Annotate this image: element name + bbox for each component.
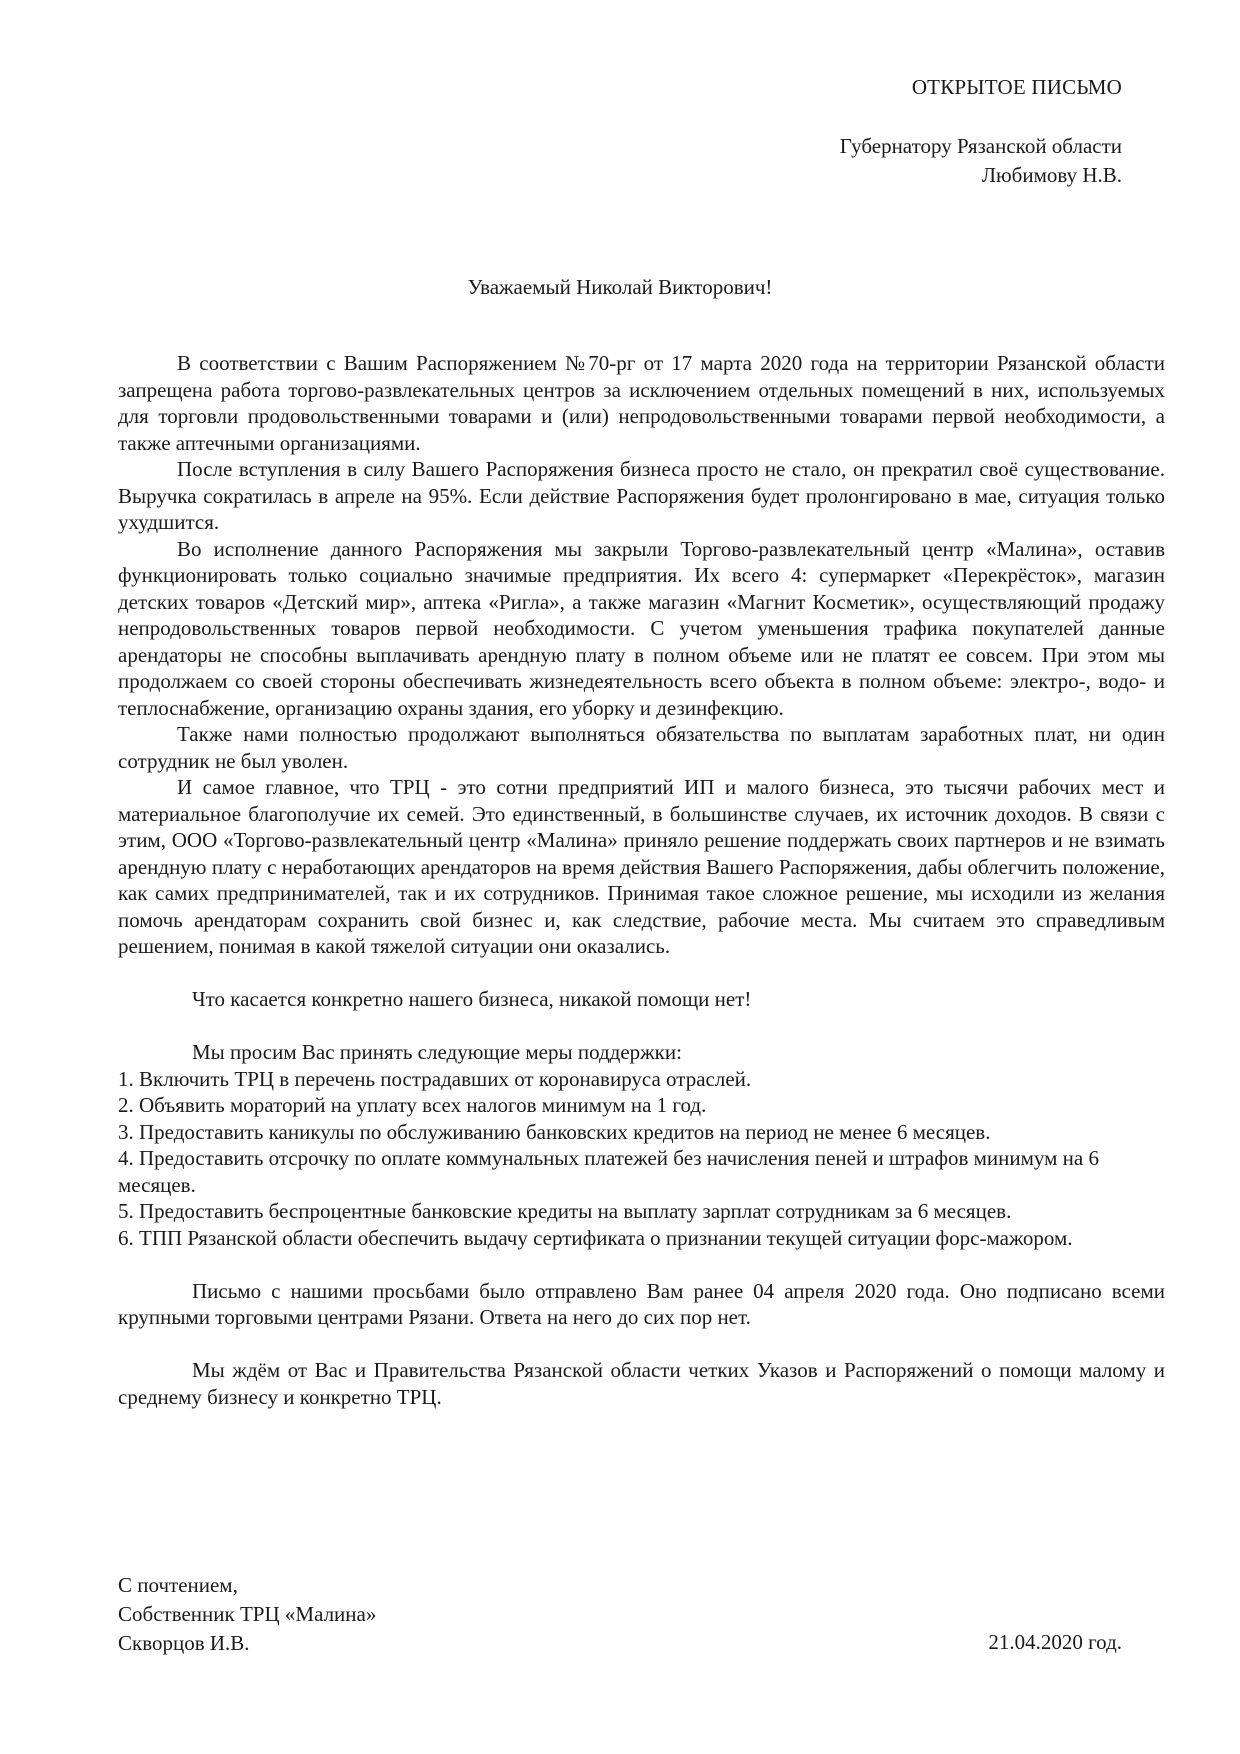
- request-item: 3. Предоставить каникулы по обслуживанию банковских кредитов на период не менее 6 месяцев.: [118, 1119, 991, 1144]
- previous-letter-note: Письмо с нашими просьбами было отправлено Вам ранее 04 апреля 2020 года. Оно подписано всеми крупными торговыми центрами Рязани. Ответа на него до сих пор нет.: [118, 1278, 1165, 1329]
- signature-block: [118, 1571, 376, 1658]
- request-item: 1. Включить ТРЦ в перечень пострадавших от коронавируса отраслей.: [118, 1066, 752, 1091]
- addressee-block: [840, 132, 1122, 190]
- request-item: 5. Предоставить беспроцентные банковские кредиты на выплату зарплат сотрудникам за 6 месяцев.: [118, 1199, 1012, 1223]
- spacer: [118, 1013, 1165, 1040]
- greeting: Уважаемый Николай Викторович!: [467, 275, 773, 299]
- request-intro: Мы просим Вас принять следующие меры поддержки:: [192, 1040, 682, 1064]
- spacer: [118, 1331, 1165, 1358]
- body-paragraph: После вступления в силу Вашего Распоряжения бизнеса просто не стало, он прекратил своё существование. Выручка сократилась в апреле на 95%. Если действие Распоряжения будет пролонгировано в мае, ситуация только ухудшится.: [118, 457, 1165, 534]
- request-item: 2. Объявить мораторий на уплату всех налогов минимум на 1 год.: [118, 1093, 707, 1117]
- letter-title: ОТКРЫТОЕ ПИСЬМО: [911, 75, 1122, 99]
- addressee-position: Губернатору Рязанской области: [839, 134, 1122, 158]
- request-list: [118, 1066, 1165, 1252]
- body-paragraph: И самое главное, что ТРЦ - это сотни предприятий ИП и малого бизнеса, это тысячи рабочих мест и материальное благополучие их семей. Это единственный, в большинстве случаев, их источник доходов. В связи с этим, ООО «Торгово-развлекательный центр «Малина» приняло решение поддержать своих партнеров и не взимать арендную плату с неработающих арендаторов на время действия Вашего Распоряжения, дабы облегчить положение, как самих предпринимателей, так и их сотрудников. Принимая такое сложное решение, мы исходили из желания помочь арендаторам сохранить свой бизнес и, как следствие, рабочие места. Мы считаем это справедливым решением, понимая в какой тяжелой ситуации они оказались.: [118, 775, 1165, 958]
- request-item: 6. ТПП Рязанской области обеспечить выдачу сертификата о признании текущей ситуации форс-мажором.: [118, 1225, 1073, 1250]
- spacer: [118, 1251, 1165, 1278]
- signature-name: Скворцов И.В.: [118, 1631, 250, 1655]
- closing-request: Мы ждём от Вас и Правительства Рязанской области четких Указов и Распоряжений о помощи малому и среднему бизнесу и конкретно ТРЦ.: [118, 1358, 1165, 1409]
- addressee-name: Любимову Н.В.: [981, 163, 1122, 187]
- letter-body: [118, 350, 1165, 1410]
- body-paragraph: Также нами полностью продолжают выполняться обязательства по выплатам заработных плат, ни один сотрудник не был уволен.: [118, 722, 1165, 773]
- signature-role: Собственник ТРЦ «Малина»: [118, 1602, 377, 1626]
- letter-date: 21.04.2020 год.: [988, 1630, 1122, 1654]
- request-item: 4. Предоставить отсрочку по оплате коммунальных платежей без начисления пеней и штрафов минимум на 6 месяцев.: [118, 1146, 1099, 1197]
- signature-salutation: С почтением,: [118, 1573, 238, 1597]
- body-paragraph: Во исполнение данного Распоряжения мы закрыли Торгово-развлекательный центр «Малина», оставив функционировать только социально значимые предприятия. Их всего 4: супермаркет «Перекрёсток», магазин детских товаров «Детский мир», аптека «Ригла», а также магазин «Магнит Косметик», осуществляющий продажу непродовольственных товаров первой необходимости. С учетом уменьшения трафика покупателей данные арендаторы не способны выплачивать арендную плату в полном объеме или не платят ее совсем. При этом мы продолжаем со своей стороны обеспечивать жизнедеятельность всего объекта в полном объеме: электро-, водо- и теплоснабжение, организацию охраны здания, его уборку и дезинфекцию.: [118, 536, 1165, 720]
- body-paragraph: В соответствии с Вашим Распоряжением №70-рг от 17 марта 2020 года на территории Рязанской области запрещена работа торгово-развлекательных центров за исключением отдельных помещений в них, используемых для торговли продовольственными товарами и (или) непродовольственными товарами первой необходимости, а также аптечными организациями.: [118, 351, 1165, 455]
- spacer: [118, 960, 1165, 987]
- no-help-statement: Что касается конкретно нашего бизнеса, никакой помощи нет!: [192, 987, 752, 1011]
